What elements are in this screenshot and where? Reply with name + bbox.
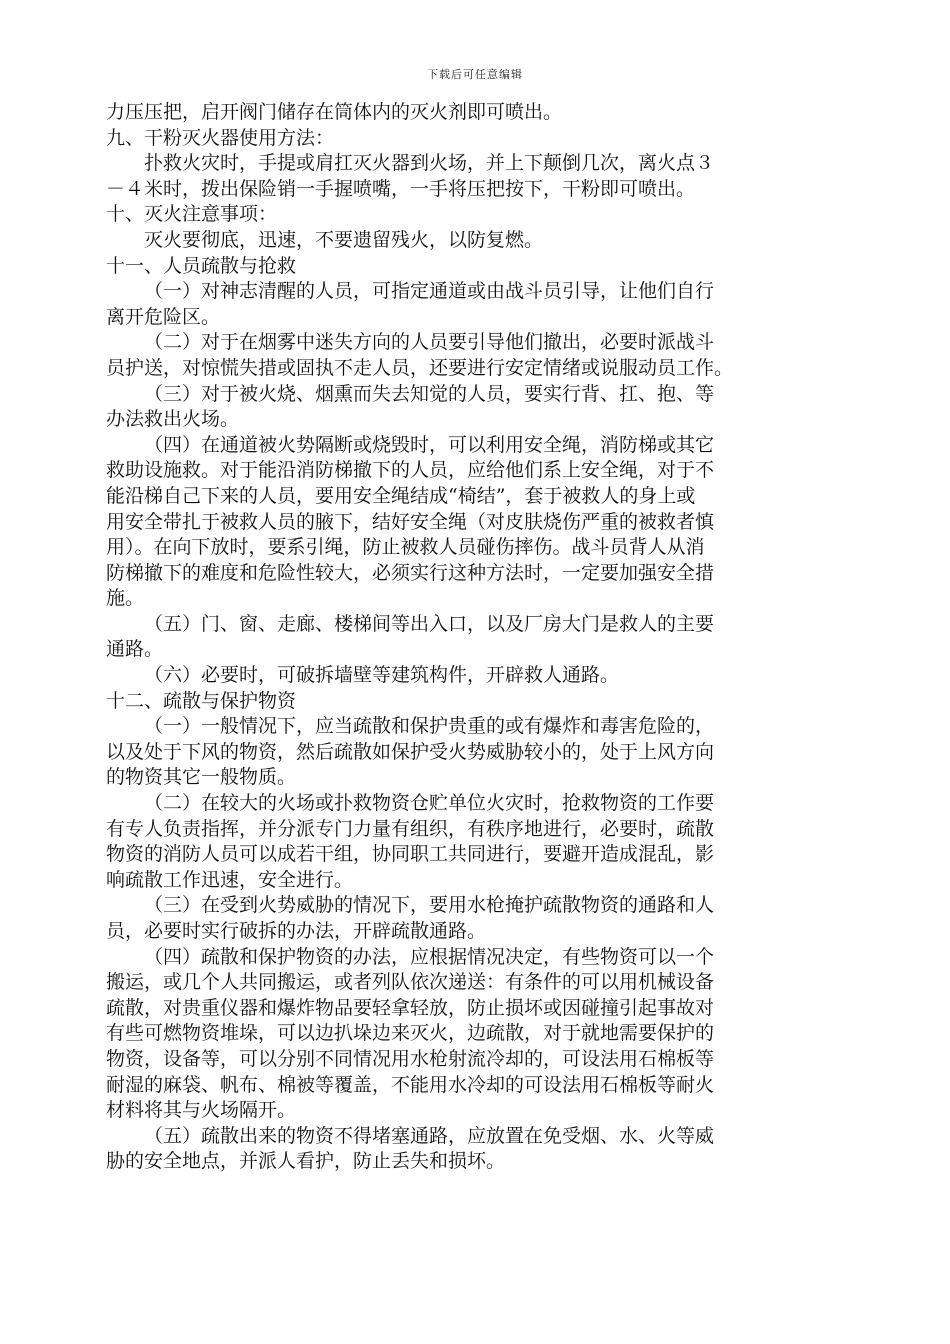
text-line: 有专人负责指挥，并分派专门力量有组织，有秩序地进行，必要时，疏散 — [106, 817, 715, 840]
text-line: 的物资其它一般物质。 — [106, 766, 297, 789]
text-line: 离开危险区。 — [106, 305, 221, 328]
text-line: （二）在较大的火场或扑救物资仓贮单位火灾时，抢救物资的工作要 — [144, 792, 715, 815]
text-line: 用安全带扎于被救人员的腋下，结好安全绳（对皮肤烧伤严重的被救者慎 — [106, 510, 715, 533]
text-line: （三）在受到火势威胁的情况下，要用水枪掩护疏散物资的通路和人 — [144, 894, 715, 917]
text-line: 力压压把，启开阀门储存在筒体内的灭火剂即可喷出。 — [106, 101, 563, 123]
text-line: 十一、人员疏散与抢救 — [106, 254, 297, 277]
text-line: 物资，设备等，可以分别不同情况用水枪射流冷却的，可设法用石棉板等 — [106, 1047, 715, 1070]
text-line: 十二、疏散与保护物资 — [106, 689, 297, 712]
text-line: 胁的安全地点，并派人看护，防止丢失和损坏。 — [106, 1150, 506, 1173]
page-header: 下载后可任意编辑 — [427, 68, 523, 81]
text-line: 灭火要彻底，迅速，不要遗留残火，以防复燃。 — [144, 228, 544, 251]
text-line: （一）一般情况下，应当疏散和保护贵重的或有爆炸和毒害危险的， — [144, 715, 715, 738]
text-line: （五）门、窗、走廊、楼梯间等出入口，以及厂房大门是救人的主要 — [144, 612, 715, 635]
text-line: 物资的消防人员可以成若干组，协同职工共同进行，要避开造成混乱，影 — [106, 843, 715, 866]
text-line: 通路。 — [106, 638, 164, 661]
text-line: 办法救出火场。 — [106, 408, 240, 431]
text-line: 材料将其与火场隔开。 — [106, 1099, 297, 1122]
text-line: 搬运，或几个人共同搬运，或者列队依次递送：有条件的可以用机械设备 — [106, 971, 715, 994]
text-line: －４米时，拨出保险销一手握喷嘴，一手将压把按下，干粉即可喷出。 — [106, 177, 696, 200]
text-line: 以及处于下风的物资，然后疏散如保护受火势威胁较小的，处于上风方向 — [106, 740, 715, 763]
text-line: 能沿梯自己下来的人员，要用安全绳结成“椅结”，套于被救人的身上或 — [106, 484, 696, 507]
document-body — [106, 100, 826, 1175]
text-line: 九、干粉灭火器使用方法： — [106, 126, 335, 149]
text-line: 疏散，对贵重仪器和爆炸物品要轻拿轻放，防止损坏或因碰撞引起事故对 — [106, 996, 715, 1019]
text-line: （五）疏散出来的物资不得堵塞通路，应放置在免受烟、水、火等威 — [144, 1124, 715, 1147]
text-line: 耐湿的麻袋、帆布、棉被等覆盖，不能用水冷却的可设法用石棉板等耐火 — [106, 1073, 715, 1096]
text-line: 响疏散工作迅速，安全进行。 — [106, 868, 354, 891]
text-line: 有些可燃物资堆垛，可以边扒垛边来灭火，边疏散，对于就地需要保护的 — [106, 1022, 715, 1045]
text-line: （四）在通道被火势隔断或烧毁时，可以利用安全绳，消防梯或其它 — [144, 433, 715, 456]
text-line: 员护送，对惊慌失措或固执不走人员，还要进行安定情绪或说服动员工作。 — [106, 356, 734, 379]
text-line: 防梯撤下的难度和危险性较大，必须实行这种方法时，一定要加强安全措 — [106, 561, 715, 584]
text-line: 施。 — [106, 587, 145, 610]
text-line: （一）对神志清醒的人员，可指定通道或由战斗员引导，让他们自行 — [144, 280, 715, 303]
text-line: （六）必要时，可破拆墙壁等建筑构件，开辟救人通路。 — [144, 664, 620, 687]
text-line: 员，必要时实行破拆的办法，开辟疏散通路。 — [106, 920, 487, 942]
text-line: （二）对于在烟雾中迷失方向的人员要引导他们撤出，必要时派战斗 — [144, 331, 715, 354]
text-line: 扑救火灾时，手提或肩扛灭火器到火场，并上下颠倒几次，离火点３ — [144, 152, 715, 175]
text-line: 十、灭火注意事项： — [106, 203, 278, 226]
text-line: （三）对于被火烧、烟熏而失去知觉的人员，要实行背、扛、抱、等 — [144, 382, 715, 405]
text-line: （四）疏散和保护物资的办法，应根据情况决定，有些物资可以一个 — [144, 945, 715, 968]
text-line: 用）。在向下放时，要系引绳，防止被救人员碰伤摔伤。战斗员背人从消 — [106, 536, 705, 559]
text-line: 救助设施救。对于能沿消防梯撤下的人员，应给他们系上安全绳，对于不 — [106, 459, 715, 482]
